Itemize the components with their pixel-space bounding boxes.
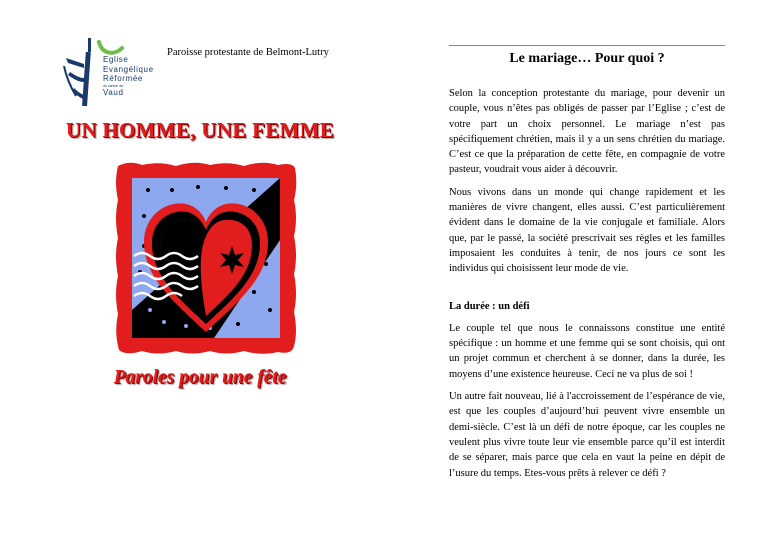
logo-line-2: Evangélique — [103, 64, 154, 74]
page-title: UN HOMME, UNE FEMME — [65, 118, 335, 142]
right-page — [449, 0, 725, 543]
parish-name: Paroisse protestante de Belmont-Lutry — [167, 47, 329, 58]
church-logo — [62, 38, 172, 110]
page-subtitle: Paroles pour une fête — [113, 367, 287, 388]
logo-line-4: du canton de — [103, 83, 124, 88]
logo-line-5: Vaud — [103, 87, 124, 97]
paragraph: Un autre fait nouveau, lié à l'accroissement de l’espérance de vie, est que les couples d’aujourd’hui peuvent vivre ensemble un demi-siècle. C’est là un défi de notre époque, car les couples ne veulent plus vivre toute leur vie ensemble parce qu’il est interdit de se séparer, mais parce que cela en vaut la peine en dépit de l’usure du temps. Etes-vous prêts à relever ce défi ? — [449, 391, 725, 479]
paragraph: Le couple tel que nous le connaissons constitue une entité spécifique : un homme et une femme qui se sont choisis, qui ont un projet commun et cherchent à se donner, dans la durée, les moyens d’une existence heureuse. Ceci ne va plus de soi ! — [449, 322, 725, 380]
heart-artwork — [114, 160, 298, 356]
logo-line-3: Réformée — [103, 74, 143, 84]
logo-line-1: Eglise — [103, 55, 129, 64]
logo-text — [103, 55, 154, 97]
paragraph: Selon la conception protestante du mariage, pour devenir un couple, vous n’êtes pas obligés de passer par l’Eglise ; c’est de votre part un choix personnel. Le mariage n’est pas spécifiquement chrétien, mais il y a un sens chrétien du mariage. C’est ce que la préparation de cette fête, en compagnie de votre pasteur, voudrait vous aider à découvrir. — [449, 88, 725, 176]
section-heading: Le mariage… Pour quoi ? — [509, 51, 665, 66]
paragraph: Nous vivons dans un monde qui change rapidement et les manières de vivre changent, elles aussi. C’est particulièrement évident dans le domaine de la vie conjugale et familiale. Alors que, par le passé, la société prescrivait ses règles et les familles imposaient les conduites à tenir, de nos jours ce sont les individus qui choisissent leur mode de vie. — [449, 186, 725, 275]
heading-rule — [449, 45, 725, 46]
subsection-title: La durée : un défi — [449, 300, 530, 312]
body-text — [449, 86, 725, 488]
heart-illustration — [114, 160, 298, 356]
